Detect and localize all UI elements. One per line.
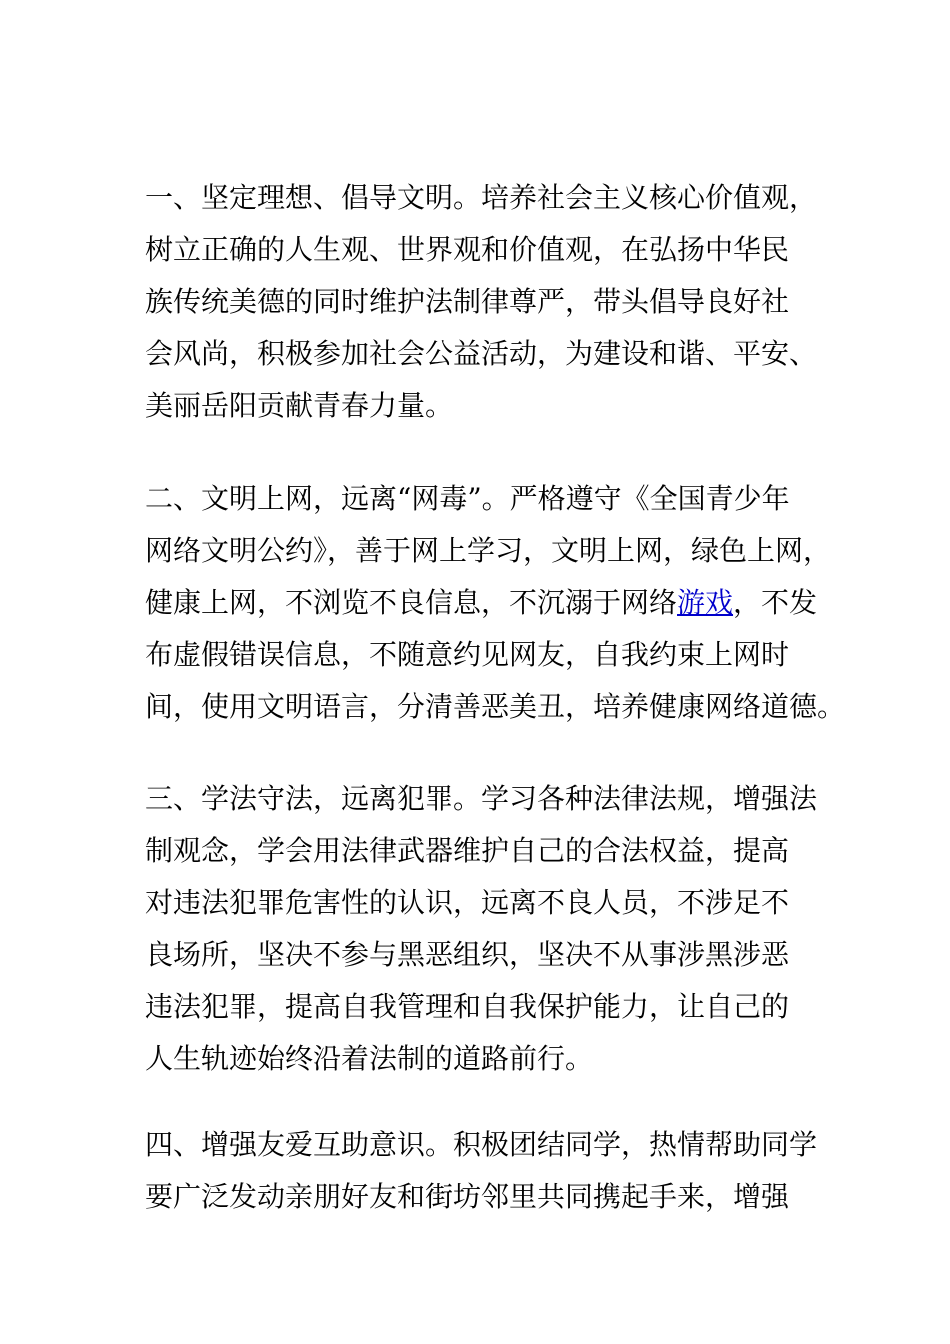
- text-segment: ，不发: [733, 586, 818, 619]
- paragraph-1: [145, 172, 825, 432]
- text-segment: 健康上网，不浏览不良信息，不沉溺于网络: [145, 586, 678, 619]
- text-line: 一、坚定理想、倡导文明。培养社会主义核心价值观，: [145, 181, 818, 214]
- paragraph-4: [145, 1119, 825, 1223]
- text-line: 对违法犯罪危害性的认识，远离不良人员，不涉足不: [145, 886, 790, 919]
- text-line: 四、增强友爱互助意识。积极团结同学，热情帮助同学: [145, 1128, 818, 1161]
- paragraph-2: [145, 473, 846, 733]
- text-line: 二、文明上网，远离“网毒”。严格遵守《全国青少年: [145, 482, 790, 515]
- text-line: 族传统美德的同时维护法制律尊严，带头倡导良好社: [145, 285, 790, 318]
- text-line: 网络文明公约》，善于网上学习，文明上网，绿色上网，: [145, 534, 832, 567]
- text-line: 三、学法守法，远离犯罪。学习各种法律法规，增强法: [145, 782, 818, 815]
- text-line: 会风尚，积极参加社会公益活动，为建设和谐、平安、: [145, 337, 818, 370]
- text-line: 树立正确的人生观、世界观和价值观，在弘扬中华民: [145, 233, 790, 266]
- text-line: 布虚假错误信息，不随意约见网友，自我约束上网时: [145, 638, 790, 671]
- paragraph-3: [145, 773, 825, 1085]
- text-line-with-link: [145, 577, 825, 629]
- text-line: 人生轨迹始终沿着法制的道路前行。: [145, 1042, 594, 1075]
- text-line: 违法犯罪，提高自我管理和自我保护能力，让自己的: [145, 990, 790, 1023]
- text-line: 美丽岳阳贡献青春力量。: [145, 389, 454, 422]
- text-line: 要广泛发动亲朋好友和街坊邻里共同携起手来，增强: [145, 1180, 790, 1213]
- game-link[interactable]: 游戏: [677, 586, 734, 619]
- text-line: 制观念，学会用法律武器维护自己的合法权益，提高: [145, 834, 790, 867]
- text-line: 间，使用文明语言，分清善恶美丑，培养健康网络道德。: [145, 690, 846, 723]
- text-line: 良场所，坚决不参与黑恶组织，坚决不从事涉黑涉恶: [145, 938, 790, 971]
